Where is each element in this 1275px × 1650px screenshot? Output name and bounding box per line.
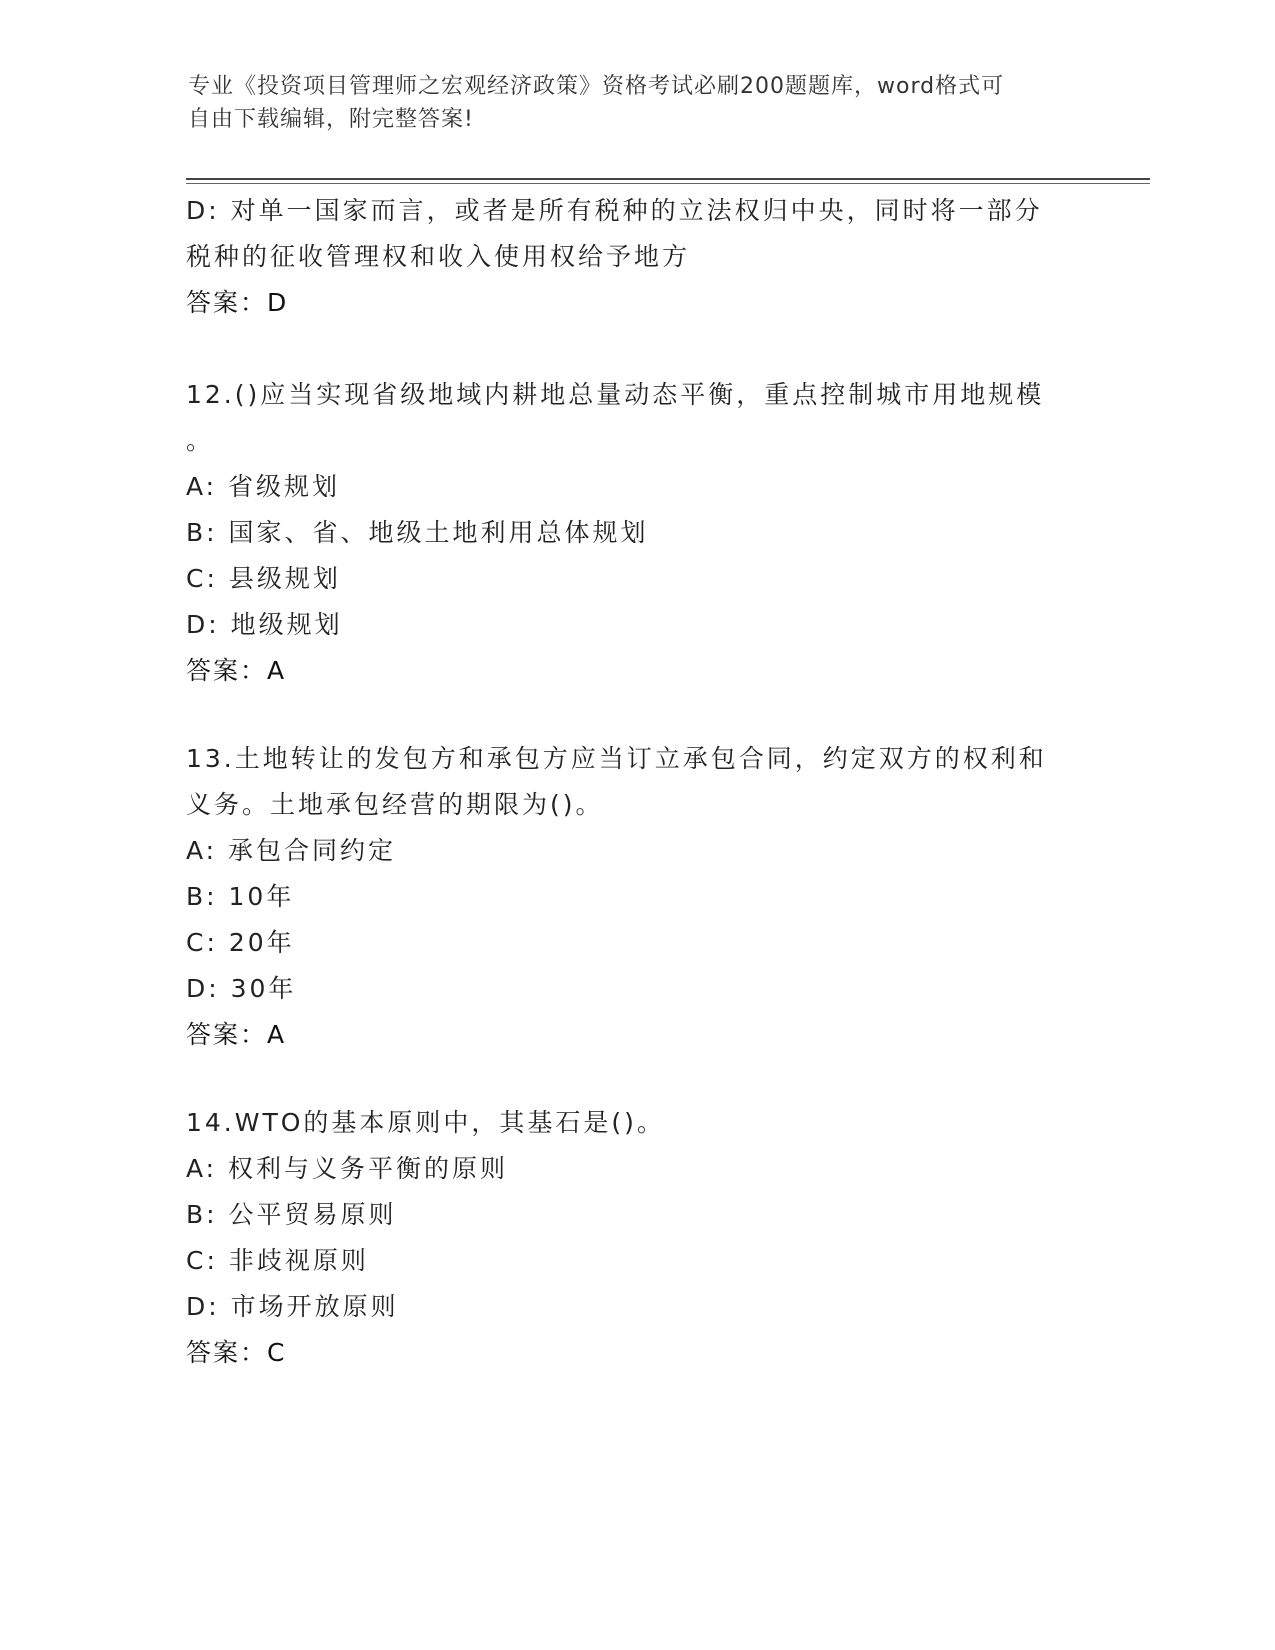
- option-b: B: 国家、省、地级土地利用总体规划: [186, 518, 649, 547]
- answer-12: 答案：A: [186, 656, 287, 685]
- option-a: A: 承包合同约定: [186, 836, 397, 865]
- option-d-line-2: 税种的征收管理权和收入使用权给予地方: [186, 242, 691, 271]
- option-d-line-1: D: 对单一国家而言，或者是所有税种的立法权归中央，同时将一部分: [186, 196, 1043, 225]
- option-b: B: 10年: [186, 882, 295, 911]
- question-stem-line: 14.WTO的基本原则中，其基石是()。: [186, 1108, 665, 1137]
- option-c: C: 县级规划: [186, 564, 341, 593]
- header-line-1: 专业《投资项目管理师之宏观经济政策》资格考试必刷200题题库，word格式可: [188, 74, 1005, 99]
- question-14: [186, 1100, 1086, 1376]
- option-d: D: 市场开放原则: [186, 1292, 399, 1321]
- option-a: A: 权利与义务平衡的原则: [186, 1154, 509, 1183]
- question-12: [186, 372, 1086, 694]
- question-13: [186, 736, 1086, 1058]
- option-b: B: 公平贸易原则: [186, 1200, 397, 1229]
- question-stem-line: 13.土地转让的发包方和承包方应当订立承包合同，约定双方的权利和: [186, 744, 1047, 773]
- question-11-fragment: [186, 188, 1086, 326]
- header-divider-thin: [186, 183, 1150, 184]
- question-stem-line: 。: [186, 426, 215, 455]
- question-stem-line: 义务。土地承包经营的期限为()。: [186, 790, 604, 819]
- option-c: C: 非歧视原则: [186, 1246, 369, 1275]
- document-header: [188, 70, 1068, 136]
- option-d: D: 地级规划: [186, 610, 343, 639]
- option-a: A: 省级规划: [186, 472, 341, 501]
- question-stem-line: 12.()应当实现省级地域内耕地总量动态平衡，重点控制城市用地规模: [186, 380, 1045, 409]
- option-c: C: 20年: [186, 928, 295, 957]
- header-divider-thick: [186, 178, 1150, 180]
- option-d: D: 30年: [186, 974, 297, 1003]
- answer-13: 答案：A: [186, 1020, 287, 1049]
- header-line-2: 自由下载编辑，附完整答案!: [188, 107, 474, 132]
- answer-14: 答案：C: [186, 1338, 287, 1367]
- answer-11: 答案：D: [186, 288, 289, 317]
